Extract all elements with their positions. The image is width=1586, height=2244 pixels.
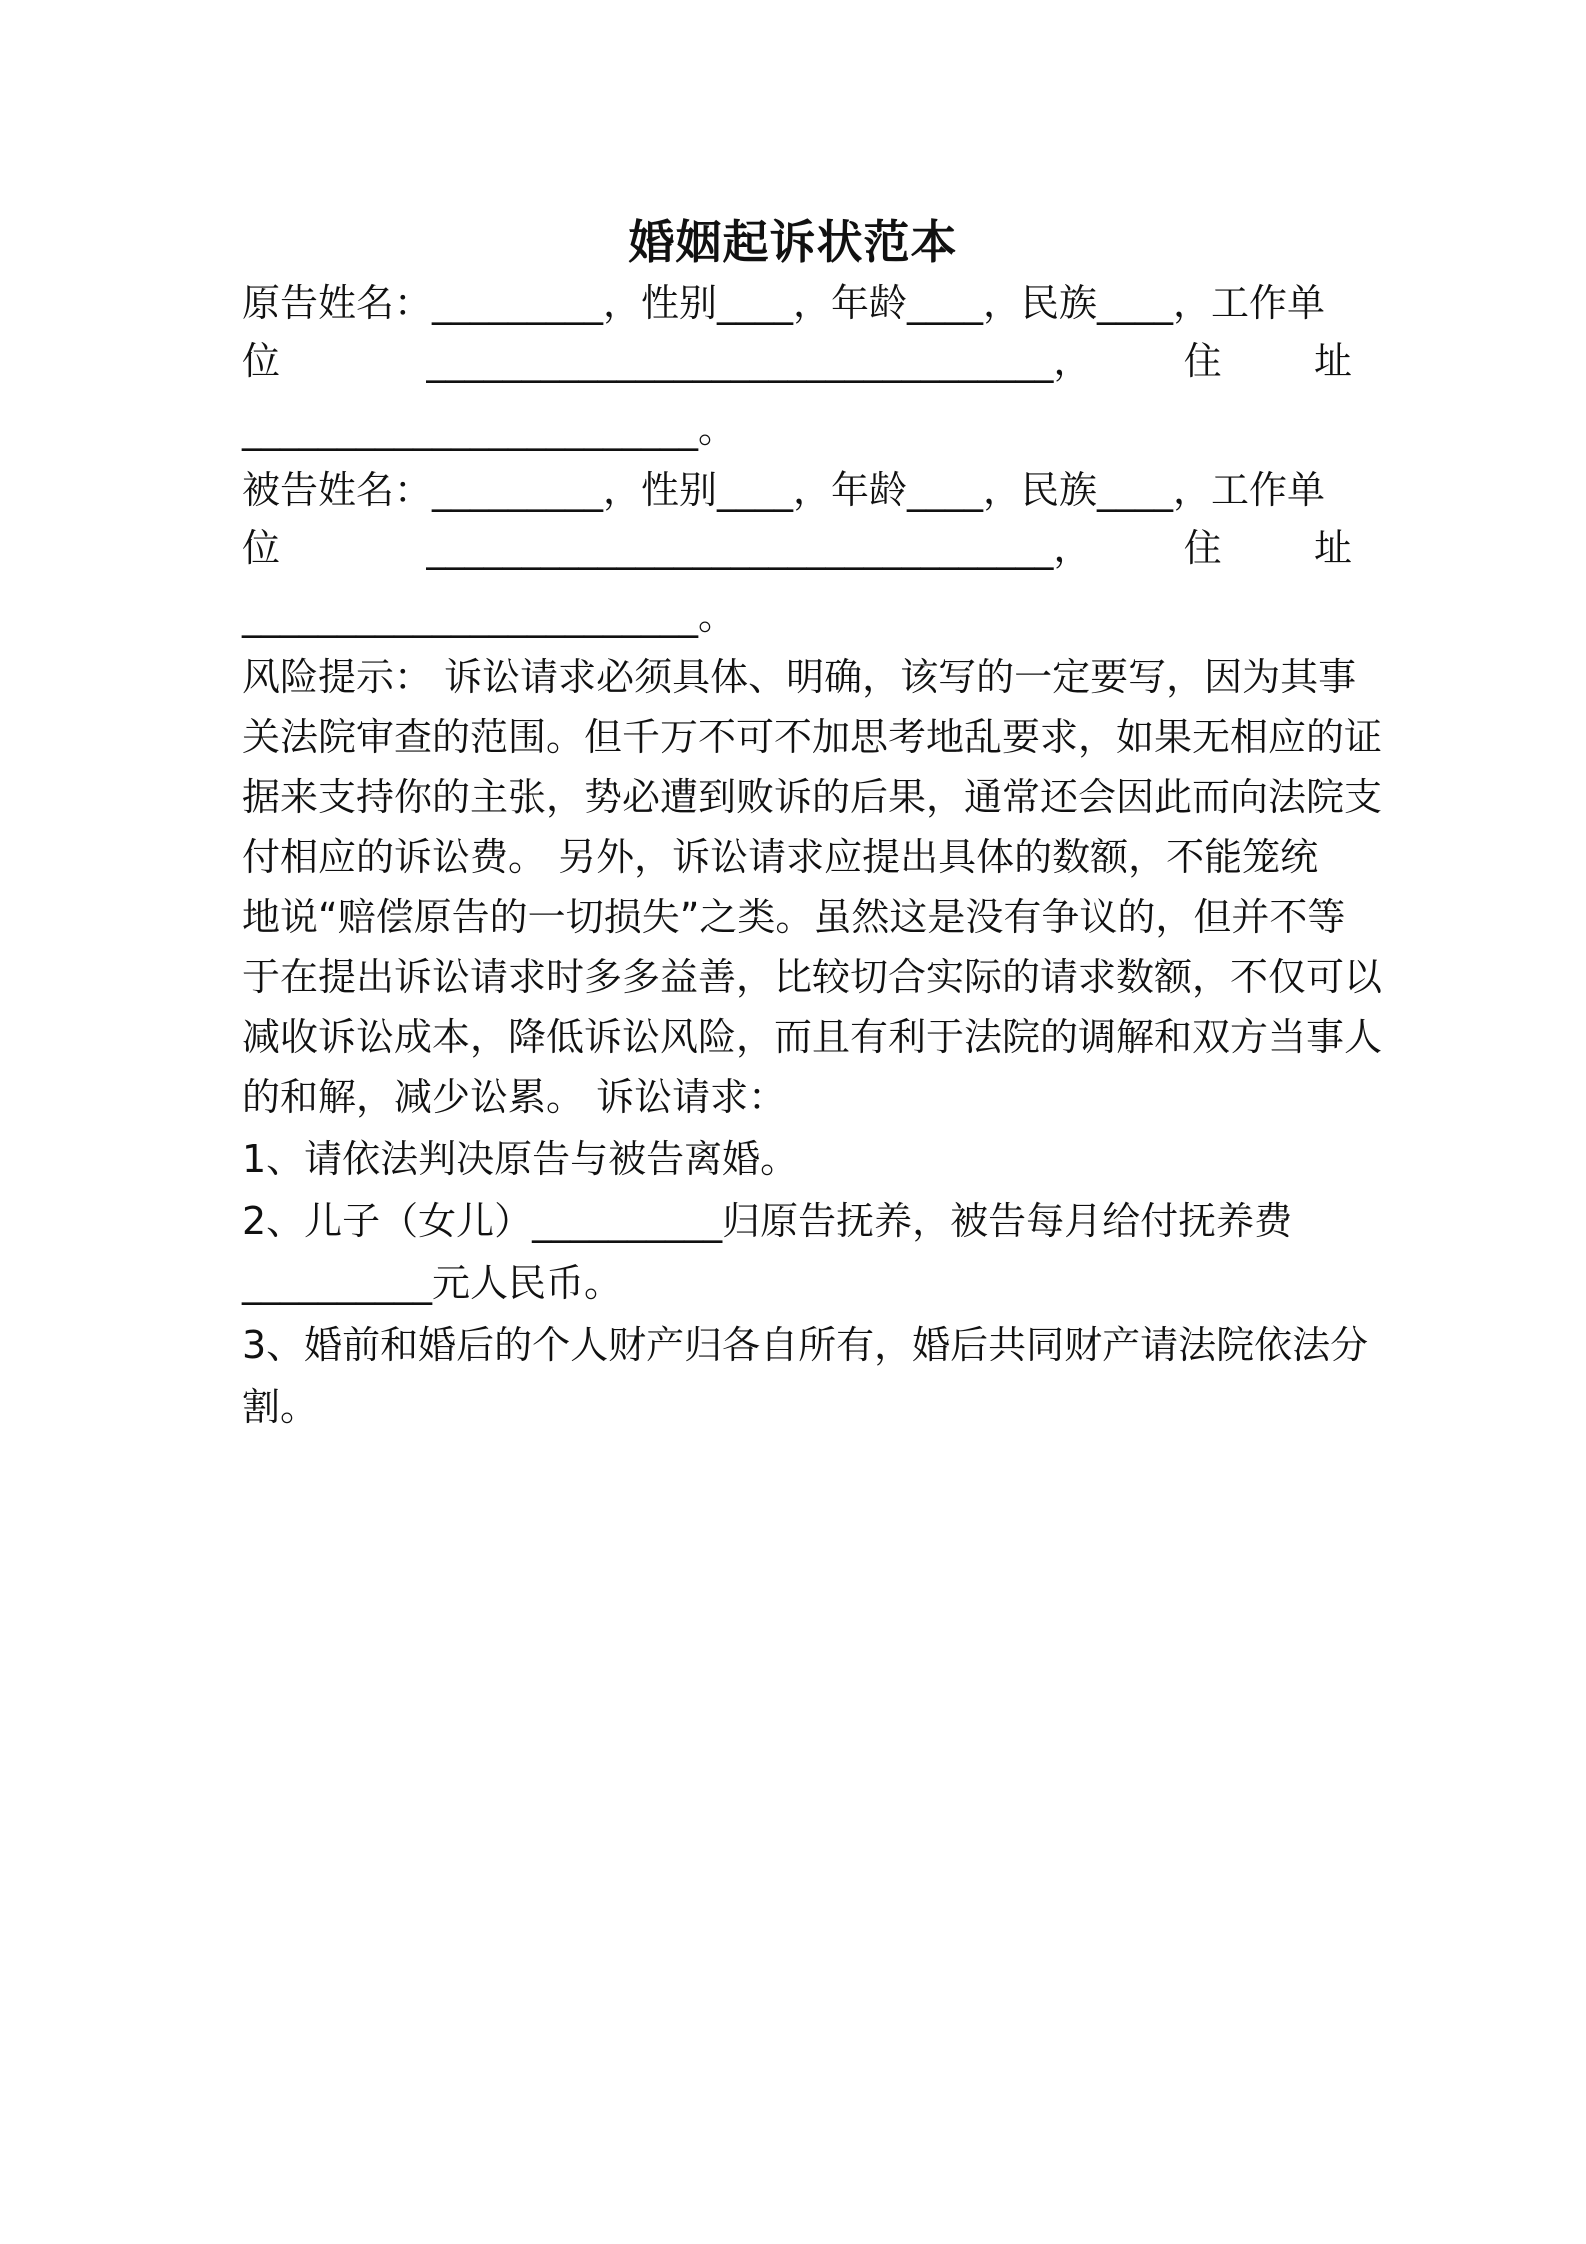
risk-line-8: 的和解，减少讼累。 诉讼请求： (242, 1075, 787, 1119)
plaintiff-line-3: ________________________。 (242, 407, 737, 451)
defendant-address-label-2: 址 (1313, 526, 1352, 570)
risk-line-1: 风险提示： 诉讼请求必须具体、明确，该写的一定要写，因为其事 (242, 655, 1357, 699)
defendant-line-2 (242, 518, 1352, 578)
plaintiff-work-unit-label: 位 (242, 339, 281, 383)
defendant-address-label-1: 住 (1183, 526, 1222, 570)
risk-line-5: 地说“赔偿原告的一切损失”之类。虽然这是没有争议的，但并不等 (242, 895, 1346, 939)
plaintiff-address-label-2: 址 (1313, 339, 1352, 383)
claim-item-3-line-1: 3、婚前和婚后的个人财产归各自所有，婚后共同财产请法院依法分 (242, 1323, 1369, 1367)
plaintiff-address-label-1: 住 (1183, 339, 1222, 383)
claim-item-2-line-1: 2、儿子（女儿）__________归原告抚养，被告每月给付抚养费 (242, 1199, 1293, 1243)
defendant-work-unit-label: 位 (242, 526, 281, 570)
defendant-line-1: 被告姓名：_________，性别____，年龄____，民族____，工作单 (242, 468, 1326, 512)
risk-line-6: 于在提出诉讼请求时多多益善，比较切合实际的请求数额，不仅可以 (242, 955, 1383, 999)
claim-item-3-line-2: 割。 (242, 1385, 319, 1429)
defendant-line-3: ________________________。 (242, 594, 737, 638)
plaintiff-line-2 (242, 331, 1352, 391)
document-title: 婚姻起诉状范本 (628, 215, 958, 269)
risk-line-3: 据来支持你的主张，势必遭到败诉的后果，通常还会因此而向法院支 (242, 775, 1383, 819)
risk-line-7: 减收诉讼成本，降低诉讼风险，而且有利于法院的调解和双方当事人 (242, 1015, 1383, 1059)
risk-line-4: 付相应的诉讼费。 另外，诉讼请求应提出具体的数额，不能笼统 (242, 835, 1319, 879)
plaintiff-line-1: 原告姓名：_________，性别____，年龄____，民族____，工作单 (242, 281, 1326, 325)
risk-line-2: 关法院审查的范围。但千万不可不加思考地乱要求，如果无相应的证 (242, 715, 1383, 759)
defendant-work-unit-blank: _________________________________， (426, 526, 1092, 570)
claim-item-1: 1、请依法判决原告与被告离婚。 (242, 1137, 799, 1181)
plaintiff-work-unit-blank: _________________________________， (426, 339, 1092, 383)
claim-item-2-line-2: __________元人民币。 (242, 1261, 623, 1305)
